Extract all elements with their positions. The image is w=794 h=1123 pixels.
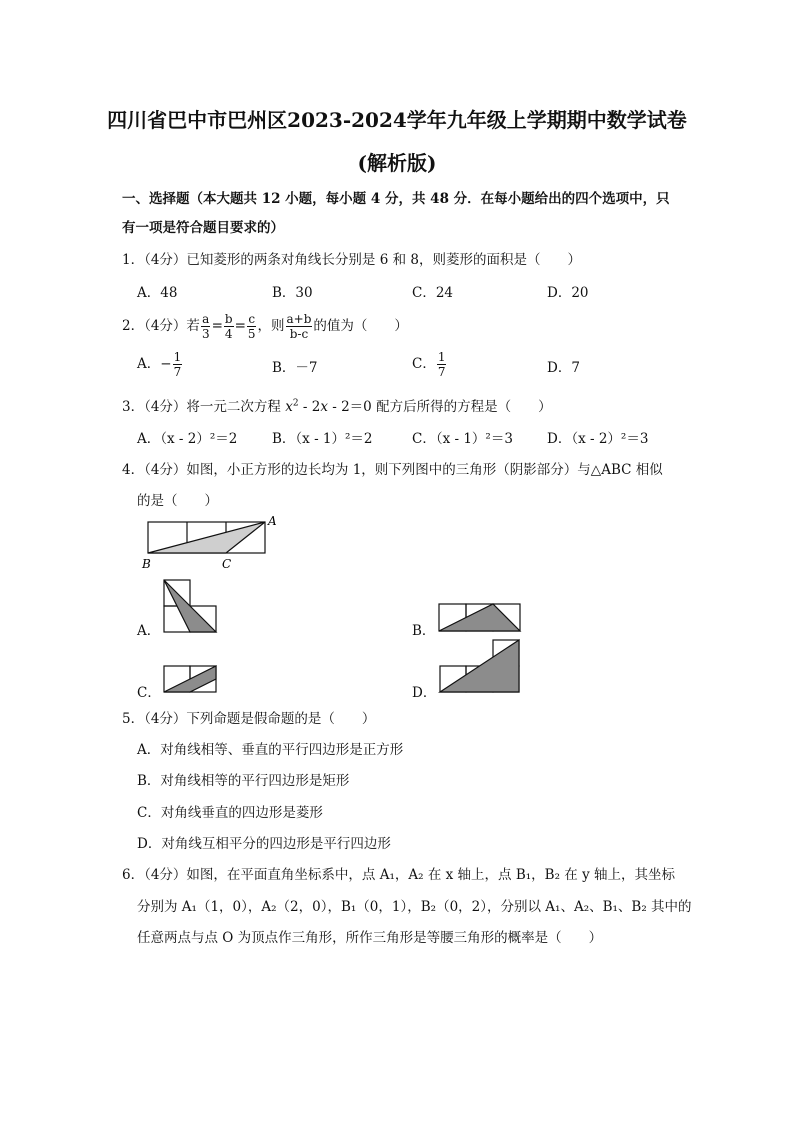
option-b-figure [436,602,522,634]
question-4-stem-cont: 的是（ ） [137,493,218,509]
question-6-line-1: 6．（4分）如图，在平面直角坐标系中，点 A₁，A₂ 在 x 轴上，点 B₁，B₂ 在 y 轴上，其坐标 [122,867,675,883]
question-6-line-2: 分别为 A₁（1，0），A₂（2，0），B₁（0，1），B₂（0，2），分别以 A₁、A₂、B₁、B₂ 其中的 [137,899,692,915]
fraction-b-over-4: $\frac{b}{4}$ [224,312,233,341]
question-1-option-b: B．30 [272,285,313,301]
question-4-option-c: C． [137,685,161,701]
question-1-option-a: A．48 [137,285,178,301]
question-5-option-c: C．对角线垂直的四边形是菱形 [137,805,323,821]
question-2-stem: 2．（4分）若 $\frac{a}{3}$ = $\frac{b}{4}$ = $\frac{c}{5}$ ，则 $\frac{a+b}{b-c}$ 的值为（ ） [122,312,408,341]
vertex-label-c: C [222,557,232,571]
option-d-figure [436,638,522,696]
page-title: 四川省巴中市巴州区2023-2024学年九年级上学期期中数学试卷 [107,108,687,132]
fraction-c-over-5: $\frac{c}{5}$ [247,312,256,341]
question-2-option-d: D．7 [547,360,580,376]
question-3-option-a: A．（x - 2）²＝2 [137,431,238,447]
triangle-abc-figure [140,512,285,572]
question-2-option-b: B．－7 [272,360,318,376]
vertex-label-b: B [142,557,151,571]
question-3-option-d: D．（x - 2）²＝3 [547,431,649,447]
question-4-option-d: D． [412,685,437,701]
option-a-figure [160,578,220,633]
question-5-option-b: B．对角线相等的平行四边形是矩形 [137,773,350,789]
section-heading: 一、选择题（本大题共 12 小题，每小题 4 分，共 48 分．在每小题给出的四个选项中，只 [122,191,670,207]
question-3-stem: 3．（4分）将一元二次方程 $x^2 - 2x - 2=0$ 配方后所得的方程是（ ） [122,398,552,415]
question-1-stem: 1．（4分）已知菱形的两条对角线长分别是 6 和 8，则菱形的面积是（ ） [122,252,581,268]
fraction-a-over-3: $\frac{a}{3}$ [201,312,210,341]
question-5-stem: 5．（4分）下列命题是假命题的是（ ） [122,711,376,727]
question-5-option-d: D．对角线互相平分的四边形是平行四边形 [137,836,391,852]
question-3-option-c: C．（x - 1）²＝3 [412,431,513,447]
question-1-option-d: D．20 [547,285,589,301]
question-3-option-b: B．（x - 1）²＝2 [272,431,373,447]
question-2-option-c: C． $\frac{1}{7}$ [412,350,446,379]
fraction-expression: $\frac{a+b}{b-c}$ [286,312,312,341]
vertex-label-a: A [268,514,277,528]
section-heading-cont: 有一项是符合题目要求的） [122,220,284,236]
question-4-stem: 4．（4分）如图，小正方形的边长均为 1，则下列图中的三角形（阴影部分）与△ABC 相似 [122,462,663,478]
question-1-option-c: C．24 [412,285,454,301]
question-6-line-3: 任意两点与点 O 为顶点作三角形，所作三角形是等腰三角形的概率是（ ） [137,930,603,946]
question-4-option-a: A． [137,623,161,639]
option-c-figure [160,664,220,696]
page-subtitle: (解析版) [357,151,437,175]
question-5-option-a: A．对角线相等、垂直的平行四边形是正方形 [137,742,404,758]
question-2-option-a: A．− $\frac{1}{7}$ [137,350,182,379]
question-4-option-b: B． [412,623,436,639]
